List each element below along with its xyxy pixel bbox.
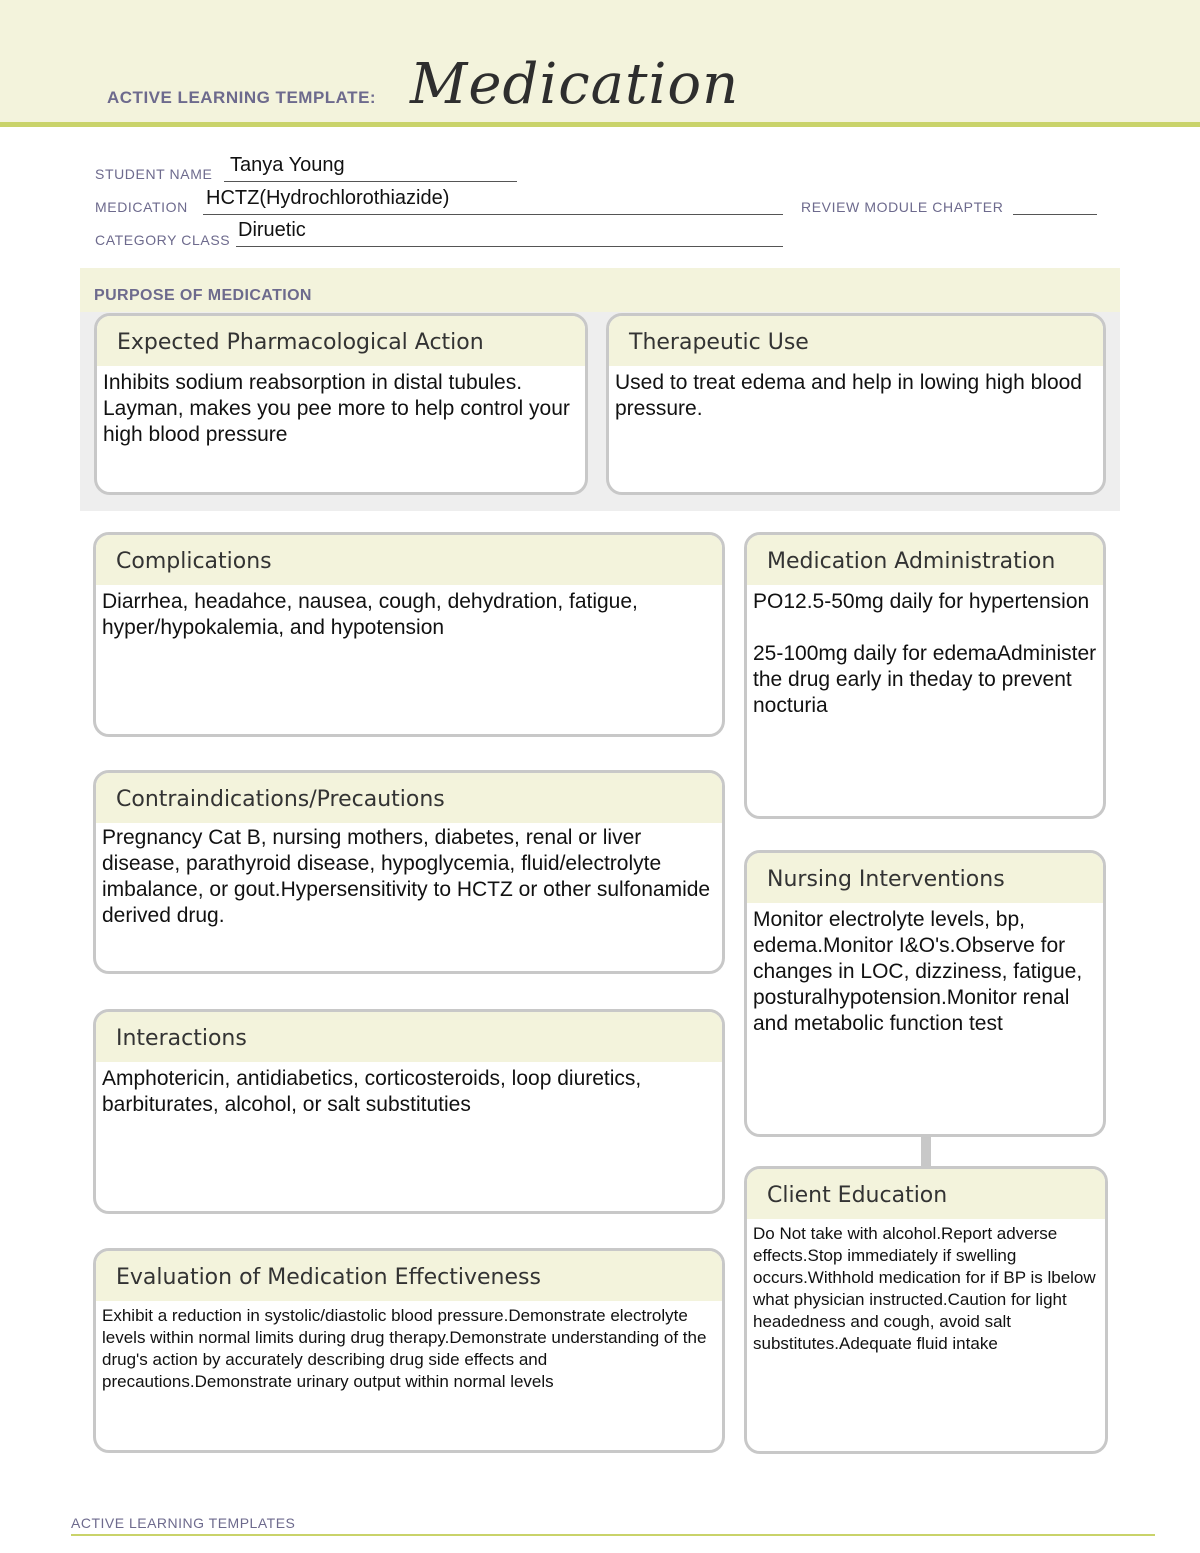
administration-hypertension-dose: PO12.5-50mg daily for hypertension xyxy=(753,590,1090,613)
student-name-label: STUDENT NAME xyxy=(95,166,213,182)
expected-action-box xyxy=(94,313,588,495)
medication-administration-text[interactable] xyxy=(747,585,1103,719)
connector-bar xyxy=(921,1137,931,1167)
review-module-field[interactable] xyxy=(1013,214,1097,215)
footer-rule xyxy=(71,1534,1155,1536)
interactions-title: Interactions xyxy=(96,1012,722,1062)
medication-administration-box xyxy=(744,532,1106,819)
client-education-text[interactable]: Do Not take with alcohol.Report adverse effects.Stop immediately if swelling occurs.Withhold medication for if BP is lbelow what physician instructed.Caution for light headedness and cough, avoid salt substitutes.Adequate fluid intake xyxy=(753,1224,1096,1353)
review-module-label: REVIEW MODULE CHAPTER xyxy=(801,199,1004,215)
expected-action-text[interactable]: Inhibits sodium reabsorption in distal tubules. Layman, makes you pee more to help control your high blood pressure xyxy=(103,371,570,446)
evaluation-box xyxy=(93,1248,725,1453)
contraindications-title: Contraindications/Precautions xyxy=(96,773,722,823)
student-name-field[interactable]: Tanya Young xyxy=(230,154,345,176)
therapeutic-use-box xyxy=(606,313,1106,495)
complications-title: Complications xyxy=(96,535,722,585)
interactions-box xyxy=(93,1009,725,1214)
category-class-label: CATEGORY CLASS xyxy=(95,232,231,248)
medication-label: MEDICATION xyxy=(95,199,188,215)
template-title: Medication xyxy=(410,52,740,117)
purpose-section-title: PURPOSE OF MEDICATION xyxy=(94,287,312,304)
medication-field[interactable]: HCTZ(Hydrochlorothiazide) xyxy=(206,187,450,209)
medication-line xyxy=(203,214,783,215)
interactions-text[interactable]: Amphotericin, antidiabetics, corticosteroids, loop diuretics, barbiturates, alcohol, or salt substituties xyxy=(102,1067,642,1116)
header-rule xyxy=(0,122,1200,127)
client-education-title: Client Education xyxy=(747,1169,1105,1219)
category-class-line xyxy=(236,246,783,247)
footer-text: ACTIVE LEARNING TEMPLATES xyxy=(71,1515,296,1531)
administration-edema-dose: 25-100mg daily for edemaAdminister the drug early in theday to prevent nocturia xyxy=(753,642,1097,717)
contraindications-box xyxy=(93,770,725,974)
nursing-interventions-text[interactable]: Monitor electrolyte levels, bp, edema.Monitor I&O's.Observe for changes in LOC, dizziness, fatigue, posturalhypotension.Monitor renal and metabolic function test xyxy=(753,908,1083,1035)
therapeutic-use-title: Therapeutic Use xyxy=(609,316,1103,366)
nursing-interventions-box xyxy=(744,850,1106,1137)
expected-action-title: Expected Pharmacological Action xyxy=(97,316,585,366)
complications-text[interactable]: Diarrhea, headahce, nausea, cough, dehydration, fatigue, hyper/hypokalemia, and hypotension xyxy=(102,590,638,639)
student-name-line xyxy=(224,181,517,182)
nursing-interventions-title: Nursing Interventions xyxy=(747,853,1103,903)
evaluation-text[interactable]: Exhibit a reduction in systolic/diastolic blood pressure.Demonstrate electrolyte levels within normal limits during drug therapy.Demonstrate understanding of the drug's action by accurately describing drug side effects and precautions.Demonstrate urinary output within normal levels xyxy=(102,1306,707,1391)
evaluation-title: Evaluation of Medication Effectiveness xyxy=(96,1251,722,1301)
medication-administration-title: Medication Administration xyxy=(747,535,1103,585)
therapeutic-use-text[interactable]: Used to treat edema and help in lowing high blood pressure. xyxy=(615,371,1082,420)
client-education-box xyxy=(744,1166,1108,1454)
contraindications-text[interactable]: Pregnancy Cat B, nursing mothers, diabetes, renal or liver disease, parathyroid disease, hypoglycemia, fluid/electrolyte imbalance, or gout.Hypersensitivity to HCTZ or other sulfonamide derived drug. xyxy=(102,826,711,927)
category-class-field[interactable]: Diruetic xyxy=(238,219,306,241)
complications-box xyxy=(93,532,725,737)
template-label: ACTIVE LEARNING TEMPLATE: xyxy=(107,88,377,107)
